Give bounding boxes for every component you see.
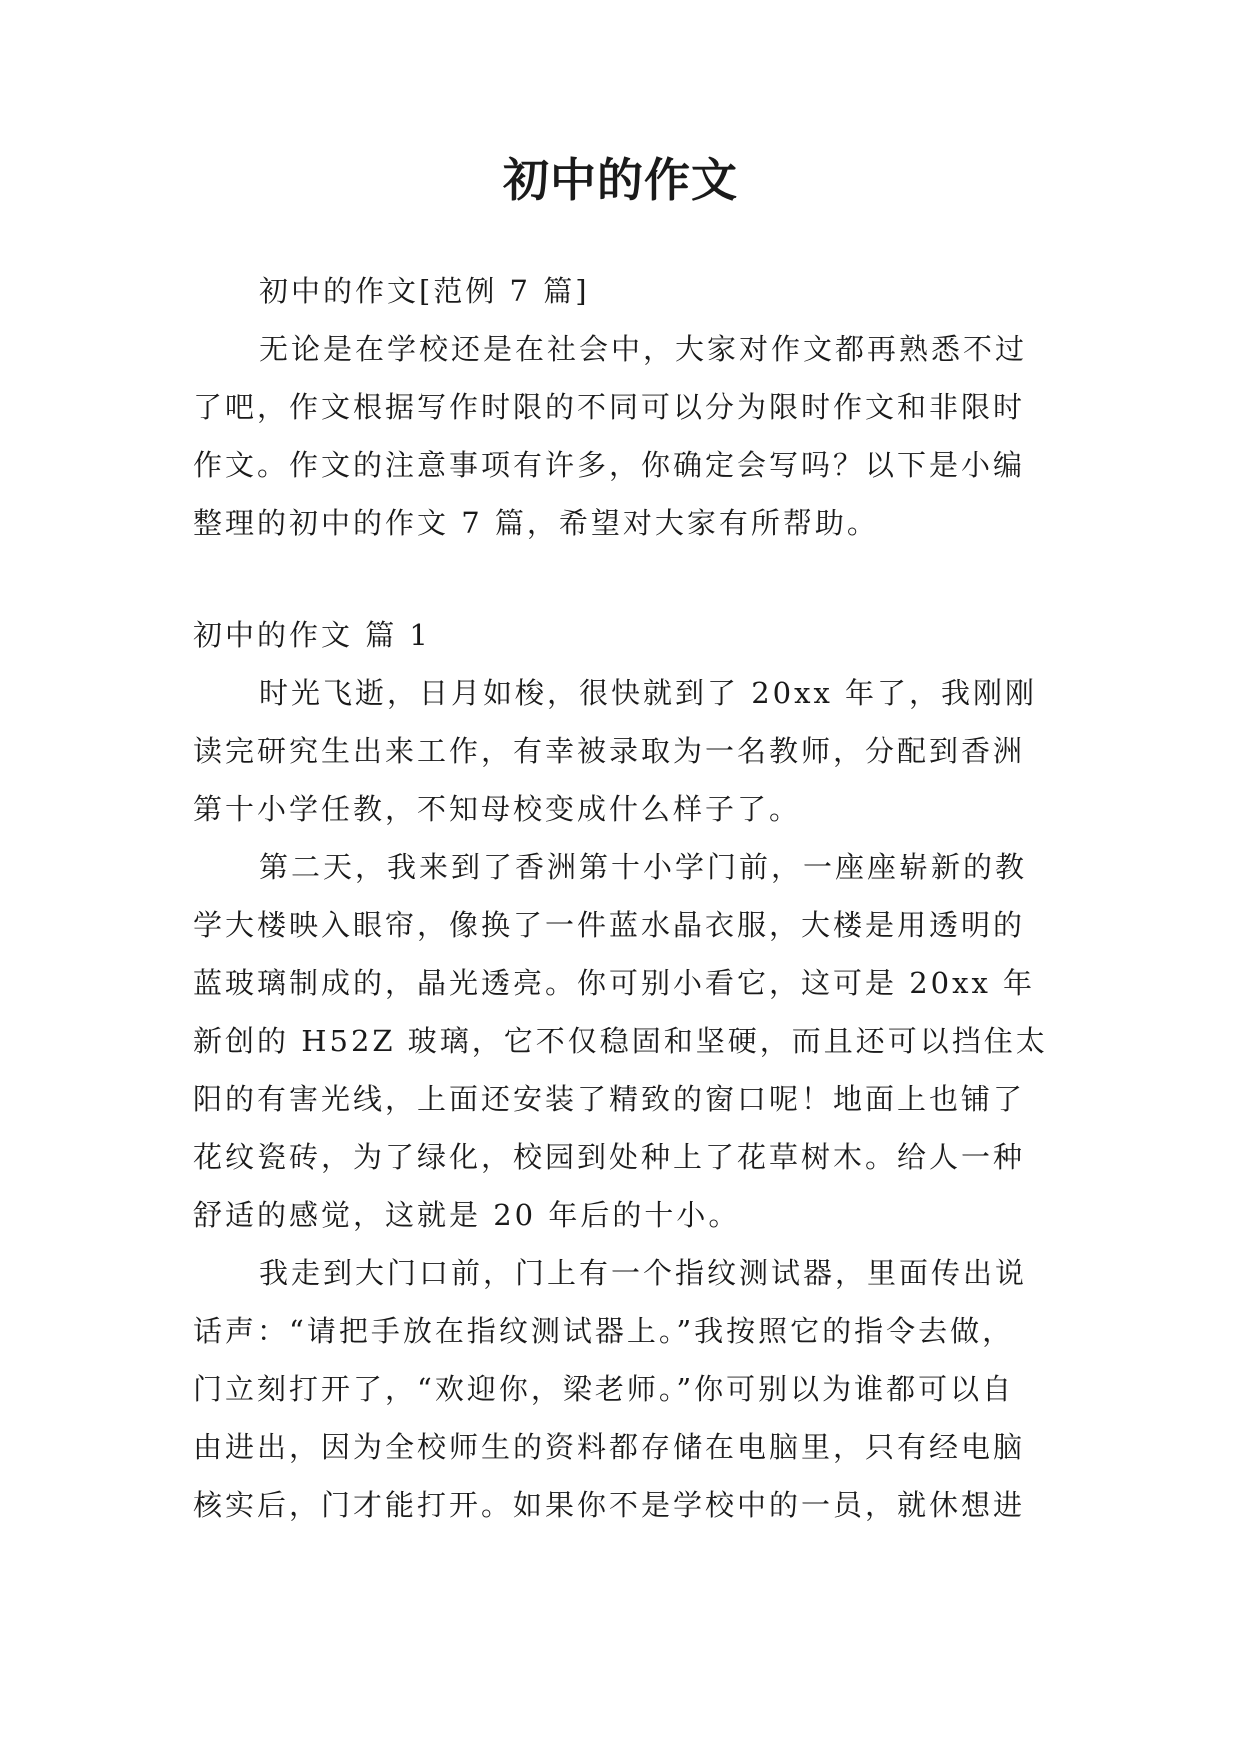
paragraph-line: 花纹瓷砖，为了绿化，校园到处种上了花草树木。给人一种 [193, 1140, 1026, 1174]
intro-line: 作文。作文的注意事项有许多，你确定会写吗？以下是小编 [193, 448, 1026, 482]
paragraph-line: 由进出，因为全校师生的资料都存储在电脑里，只有经电脑 [193, 1430, 1026, 1464]
subtitle: 初中的作文[范例 7 篇] [259, 274, 590, 308]
paragraph-line: 第二天，我来到了香洲第十小学门前，一座座崭新的教 [259, 850, 1028, 884]
section-gap [193, 552, 1063, 606]
paragraph-line: 阳的有害光线，上面还安装了精致的窗口呢！地面上也铺了 [193, 1082, 1026, 1116]
paragraph-1 [193, 664, 1063, 838]
intro-paragraph [193, 320, 1063, 552]
paragraph-line: 舒适的感觉，这就是 20 年后的十小。 [193, 1198, 741, 1232]
paragraph-2 [193, 838, 1063, 1244]
paragraph-line: 时光飞逝，日月如梭，很快就到了 20xx 年了，我刚刚 [259, 676, 1038, 710]
intro-line: 整理的初中的作文 7 篇，希望对大家有所帮助。 [193, 506, 879, 540]
paragraph-line: 核实后，门才能打开。如果你不是学校中的一员，就休想进 [193, 1488, 1026, 1522]
document-title: 初中的作文 [503, 153, 738, 207]
paragraph-line: 话声：“请把手放在指纹测试器上。”我按照它的指令去做， [193, 1314, 1015, 1348]
section-heading: 初中的作文 篇 1 [193, 618, 431, 652]
paragraph-line: 读完研究生出来工作，有幸被录取为一名教师，分配到香洲 [193, 734, 1026, 768]
document-body [193, 262, 1063, 1534]
paragraph-line: 我走到大门口前，门上有一个指纹测试器，里面传出说 [259, 1256, 1028, 1290]
paragraph-line: 门立刻打开了，“欢迎你，梁老师。”你可别以为谁都可以自 [193, 1372, 1015, 1406]
intro-line: 无论是在学校还是在社会中，大家对作文都再熟悉不过 [259, 332, 1028, 366]
paragraph-line: 第十小学任教，不知母校变成什么样子了。 [193, 792, 802, 826]
paragraph-line: 学大楼映入眼帘，像换了一件蓝水晶衣服，大楼是用透明的 [193, 908, 1026, 942]
intro-line: 了吧，作文根据写作时限的不同可以分为限时作文和非限时 [193, 390, 1026, 424]
paragraph-3 [193, 1244, 1063, 1534]
paragraph-line: 新创的 H52Z 玻璃，它不仅稳固和坚硬，而且还可以挡住太 [193, 1024, 1048, 1058]
paragraph-line: 蓝玻璃制成的，晶光透亮。你可别小看它，这可是 20xx 年 [193, 966, 1036, 1000]
